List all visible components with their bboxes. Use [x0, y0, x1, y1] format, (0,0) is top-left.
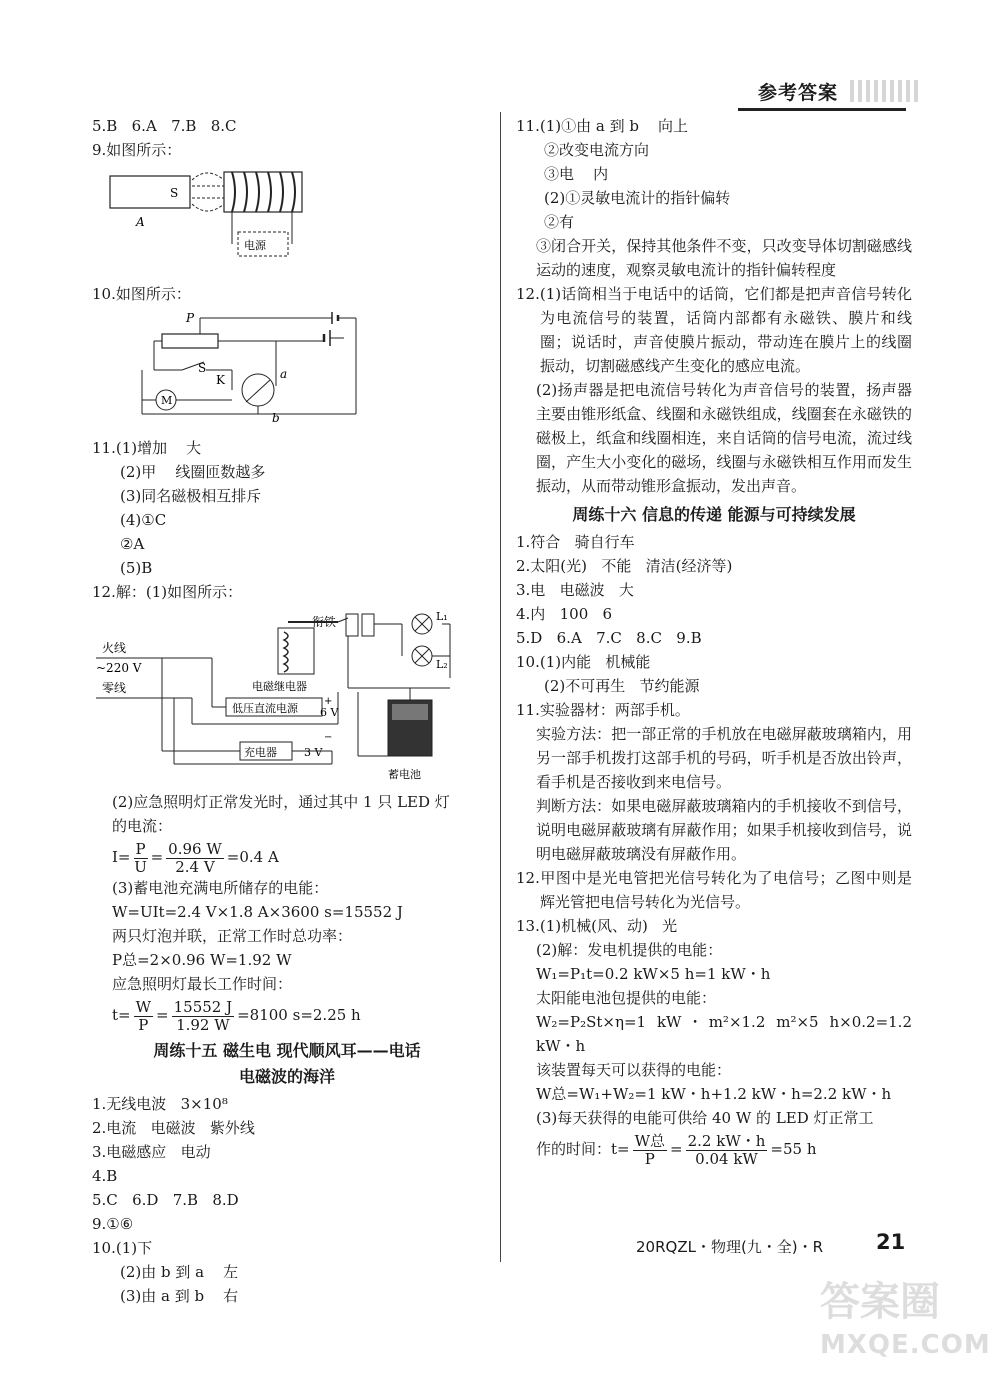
answer-r11-method: ③闭合开关，保持其他条件不变，只改变导体切割磁感线运动的速度，观察灵敏电流计的指针偏转程度 [536, 237, 912, 279]
answer-9-label: 9.如图所示： [92, 141, 182, 159]
answer-12-power-text: 两只灯泡并联，正常工作时总功率： [112, 927, 353, 945]
answer-11-2: (2)甲 线圈匝数越多 [120, 463, 266, 481]
fig12-lowdc: 低压直流电源 [232, 702, 298, 715]
fig10-a-label: a [280, 367, 288, 381]
answer-11-5: (5)B [120, 559, 153, 577]
answer-15-10-1: 10.(1)下 [92, 1239, 153, 1257]
answer-15-5-8: 5.C 6.D 7.B 8.D [92, 1191, 239, 1209]
fig10-p-label: P [186, 311, 195, 325]
fig10-k-label: K [216, 373, 225, 387]
answer-15-1: 1.无线电波 3×10⁸ [92, 1095, 228, 1113]
right-column [516, 114, 912, 1168]
answer-15-9: 9.①⑥ [92, 1215, 134, 1233]
answer-r11-4: (2)①灵敏电流计的指针偏转 [544, 189, 731, 207]
section-16-title: 周练十六 信息的传递 能源与可持续发展 [572, 505, 856, 524]
fig12-l1: L₁ [436, 610, 448, 623]
answer-16-11-judge: 判断方法：如果电磁屏蔽玻璃箱内的手机接收不到信号，说明电磁屏蔽玻璃有屏蔽作用；如果手机接收到信号，说明电磁屏蔽玻璃没有屏蔽作用。 [536, 797, 912, 863]
fig12-relay: 电磁继电器 [252, 680, 307, 693]
answer-16-4: 4.内 100 6 [516, 605, 613, 623]
fig9-s-label: S [170, 186, 179, 200]
fig12-neutral: 零线 [102, 681, 127, 695]
fig10-s-label: S [198, 361, 207, 375]
fig12-charger: 充电器 [244, 746, 277, 759]
section-15-title: 周练十五 磁生电 现代顺风耳——电话 电磁波的海洋 [153, 1041, 421, 1086]
answer-15-2: 2.电流 电磁波 紫外线 [92, 1119, 255, 1137]
answer-16-13-2: (2)解：发电机提供的电能： [536, 941, 723, 959]
header-title: 参考答案 [758, 82, 839, 104]
fig12-minus: − [324, 732, 333, 743]
fig12-v3: 3 V [304, 746, 323, 759]
answer-16-13-1: 13.(1)机械(风、动) 光 [516, 917, 678, 935]
header-decoration [850, 80, 920, 102]
page-number: 21 [876, 1230, 906, 1254]
answer-12-3: (3)蓄电池充满电所储存的电能： [112, 879, 329, 897]
formula-w2: W₂=P₂St×η=1 kW・m²×1.2 m²×5 h×0.2=1.2 kW・h [536, 1013, 912, 1055]
answer-12-label: 12.解：(1)如图所示： [92, 583, 243, 601]
watermark-logo [820, 1270, 990, 1380]
formula-current: I= $\frac{P}{U}$ = $\frac{0.96 W}{2.4 V}$ =0.4 A [112, 839, 279, 876]
answer-r12-2: (2)扬声器是把电流信号转化为声音信号的装置，扬声器主要由锥形纸盒、线圈和永磁铁组成，线圈套在永磁铁的磁极上，纸盒和线圈相连，来自话筒的信号电流，流过线圈，产生大小变化的磁场，线圈与永磁铁相互作用而发生振动，从而带动锥形盒振动，发出声音。 [536, 381, 912, 495]
watermark-top: 答案圈 [820, 1279, 940, 1325]
answer-16-10-2: (2)不可再生 节约能源 [544, 677, 700, 695]
answer-r11-1: 11.(1)①由 a 到 b 向上 [516, 117, 689, 135]
footer-book-code: 20RQZL・物理(九・全)・R [636, 1238, 824, 1256]
answer-15-4: 4.B [92, 1167, 118, 1185]
answer-r11-3: ③电 内 [544, 165, 609, 183]
watermark-url: MXQE.COM [820, 1330, 991, 1360]
answer-15-3: 3.电磁感应 电动 [92, 1143, 211, 1161]
fig9-power-label: 电源 [244, 239, 266, 252]
answer-16-13-3: (3)每天获得的电能可供给 40 W 的 LED 灯正常工 [536, 1109, 874, 1127]
formula-led-time: 作的时间：t= $\frac{\text{W总}}{P}$ = $\frac{2.2 kW・h}{0.04 kW}$ =55 h [536, 1131, 817, 1168]
answer-16-5-9: 5.D 6.A 7.C 8.C 9.B [516, 629, 702, 647]
answer-16-3: 3.电 电磁波 大 [516, 581, 634, 599]
answer-16-2: 2.太阳(光) 不能 清洁(经济等) [516, 557, 733, 575]
formula-energy: W=UIt=2.4 V×1.8 A×3600 s=15552 J [112, 903, 403, 921]
answer-r12-1: 12.(1)话筒相当于电话中的话筒，它们都是把声音信号转化为电流信号的装置，话筒内部都有永磁铁、膜片和线圈；说话时，声音使膜片振动，带动连在膜片上的线圈振动，切割磁感线产生变化的感应电流。 [516, 285, 912, 375]
fig12-plus: + [324, 696, 333, 707]
answer-16-10-1: 10.(1)内能 机械能 [516, 653, 651, 671]
answer-12-2a: (2)应急照明灯正常发光时，通过其中 1 只 LED 灯 的电流： [112, 793, 450, 835]
formula-wtotal: W总=W₁+W₂=1 kW・h+1.2 kW・h=2.2 kW・h [536, 1085, 892, 1103]
answer-15-10-3: (3)由 a 到 b 右 [120, 1287, 239, 1305]
fig12-armature: 衔铁 [312, 615, 337, 629]
fig12-live: 火线 [102, 641, 127, 655]
figure-12-emergency-light [92, 608, 482, 784]
header-answer-tag [738, 72, 906, 111]
answer-12-time-text: 应急照明灯最长工作时间： [112, 975, 293, 993]
answer-16-13-total: 该装置每天可以获得的电能： [536, 1061, 732, 1079]
formula-time: t= $\frac{W}{P}$ = $\frac{15552 J}{1.92 W}$ =8100 s=2.25 h [112, 997, 361, 1034]
fig9-a-label: A [136, 215, 145, 229]
figure-10-circuit [92, 310, 482, 430]
column-divider [500, 112, 501, 1262]
answer-11-4a: (4)①C [120, 511, 167, 529]
fig10-m-label: M [161, 394, 173, 407]
answer-r11-5: ②有 [544, 213, 575, 231]
answer-5-8: 5.B 6.A 7.B 8.C [92, 117, 237, 135]
answer-r11-2: ②改变电流方向 [544, 141, 650, 159]
answer-16-12: 12.甲图中是光电管把光信号转化为了电信号；乙图中则是辉光管把电信号转化为光信号。 [516, 869, 912, 911]
answer-11-4b: ②A [120, 535, 145, 553]
answer-11-1: 11.(1)增加 大 [92, 439, 202, 457]
answer-15-10-2: (2)由 b 到 a 左 [120, 1263, 239, 1281]
fig12-voltage: ~220 V [96, 661, 142, 675]
figure-9-solenoid [92, 166, 482, 276]
answer-11-3: (3)同名磁极相互排斥 [120, 487, 262, 505]
answer-16-11: 11.实验器材：两部手机。 [516, 701, 690, 719]
left-column [92, 114, 482, 1308]
answer-10-label: 10.如图所示： [92, 285, 191, 303]
fig12-battery: 蓄电池 [388, 768, 421, 781]
fig10-b-label: b [272, 411, 280, 425]
formula-power: P总=2×0.96 W=1.92 W [112, 951, 292, 969]
formula-w1: W₁=P₁t=0.2 kW×5 h=1 kW・h [536, 965, 771, 983]
answer-16-1: 1.符合 骑自行车 [516, 533, 635, 551]
fig12-l2: L₂ [436, 658, 448, 671]
fig12-v6: 6 V [320, 706, 339, 719]
answer-16-11-method: 实验方法：把一部正常的手机放在电磁屏蔽玻璃箱内，用另一部手机拨打这部手机的号码，听手机是否放出铃声，看手机是否接收到来电信号。 [536, 725, 912, 791]
answer-16-13-solar: 太阳能电池包提供的电能： [536, 989, 717, 1007]
